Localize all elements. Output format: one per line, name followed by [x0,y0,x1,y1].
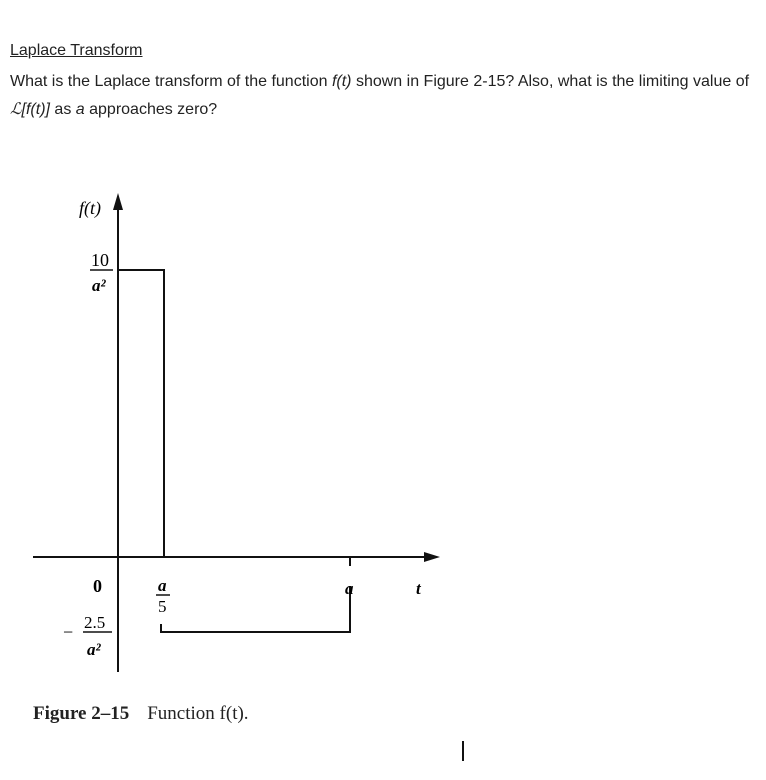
function-symbol: f(t) [331,73,352,90]
section-heading: Laplace Transform [10,42,143,59]
question-text-part-4: approaches zero? [84,101,218,118]
figure-caption [33,703,249,725]
figure-caption-text: Function f(t). [147,703,249,724]
x-axis-arrowhead [424,552,440,562]
text-cursor [462,741,464,761]
bottom-level-denominator: a² [87,640,101,659]
tick-a5-denominator: 5 [158,597,167,616]
figure-caption-number: Figure 2–15 [33,703,130,724]
laplace-symbol: ℒ [10,99,22,118]
question-text-part-2: shown in Figure 2-15? Also, what is the limiting value of [351,73,750,90]
question-text-part-1: What is the Laplace transform of the function [10,73,332,90]
variable-a: a [75,101,85,118]
tick-a5-numerator: a [158,576,167,595]
negative-pulse [161,586,350,632]
x-axis-label: t [416,579,421,598]
top-level-denominator: a² [92,276,106,295]
positive-pulse [118,270,164,557]
question-text-part-3: as [49,101,76,118]
bottom-level-numerator: 2.5 [84,613,106,632]
origin-label: 0 [93,576,102,596]
y-axis-label: f(t) [79,198,101,218]
tick-a-label: a [345,579,354,598]
y-axis-arrowhead [113,193,123,210]
bottom-level-sign: − [63,622,74,642]
laplace-argument: [f(t)] [21,101,50,118]
top-level-numerator: 10 [91,250,109,270]
